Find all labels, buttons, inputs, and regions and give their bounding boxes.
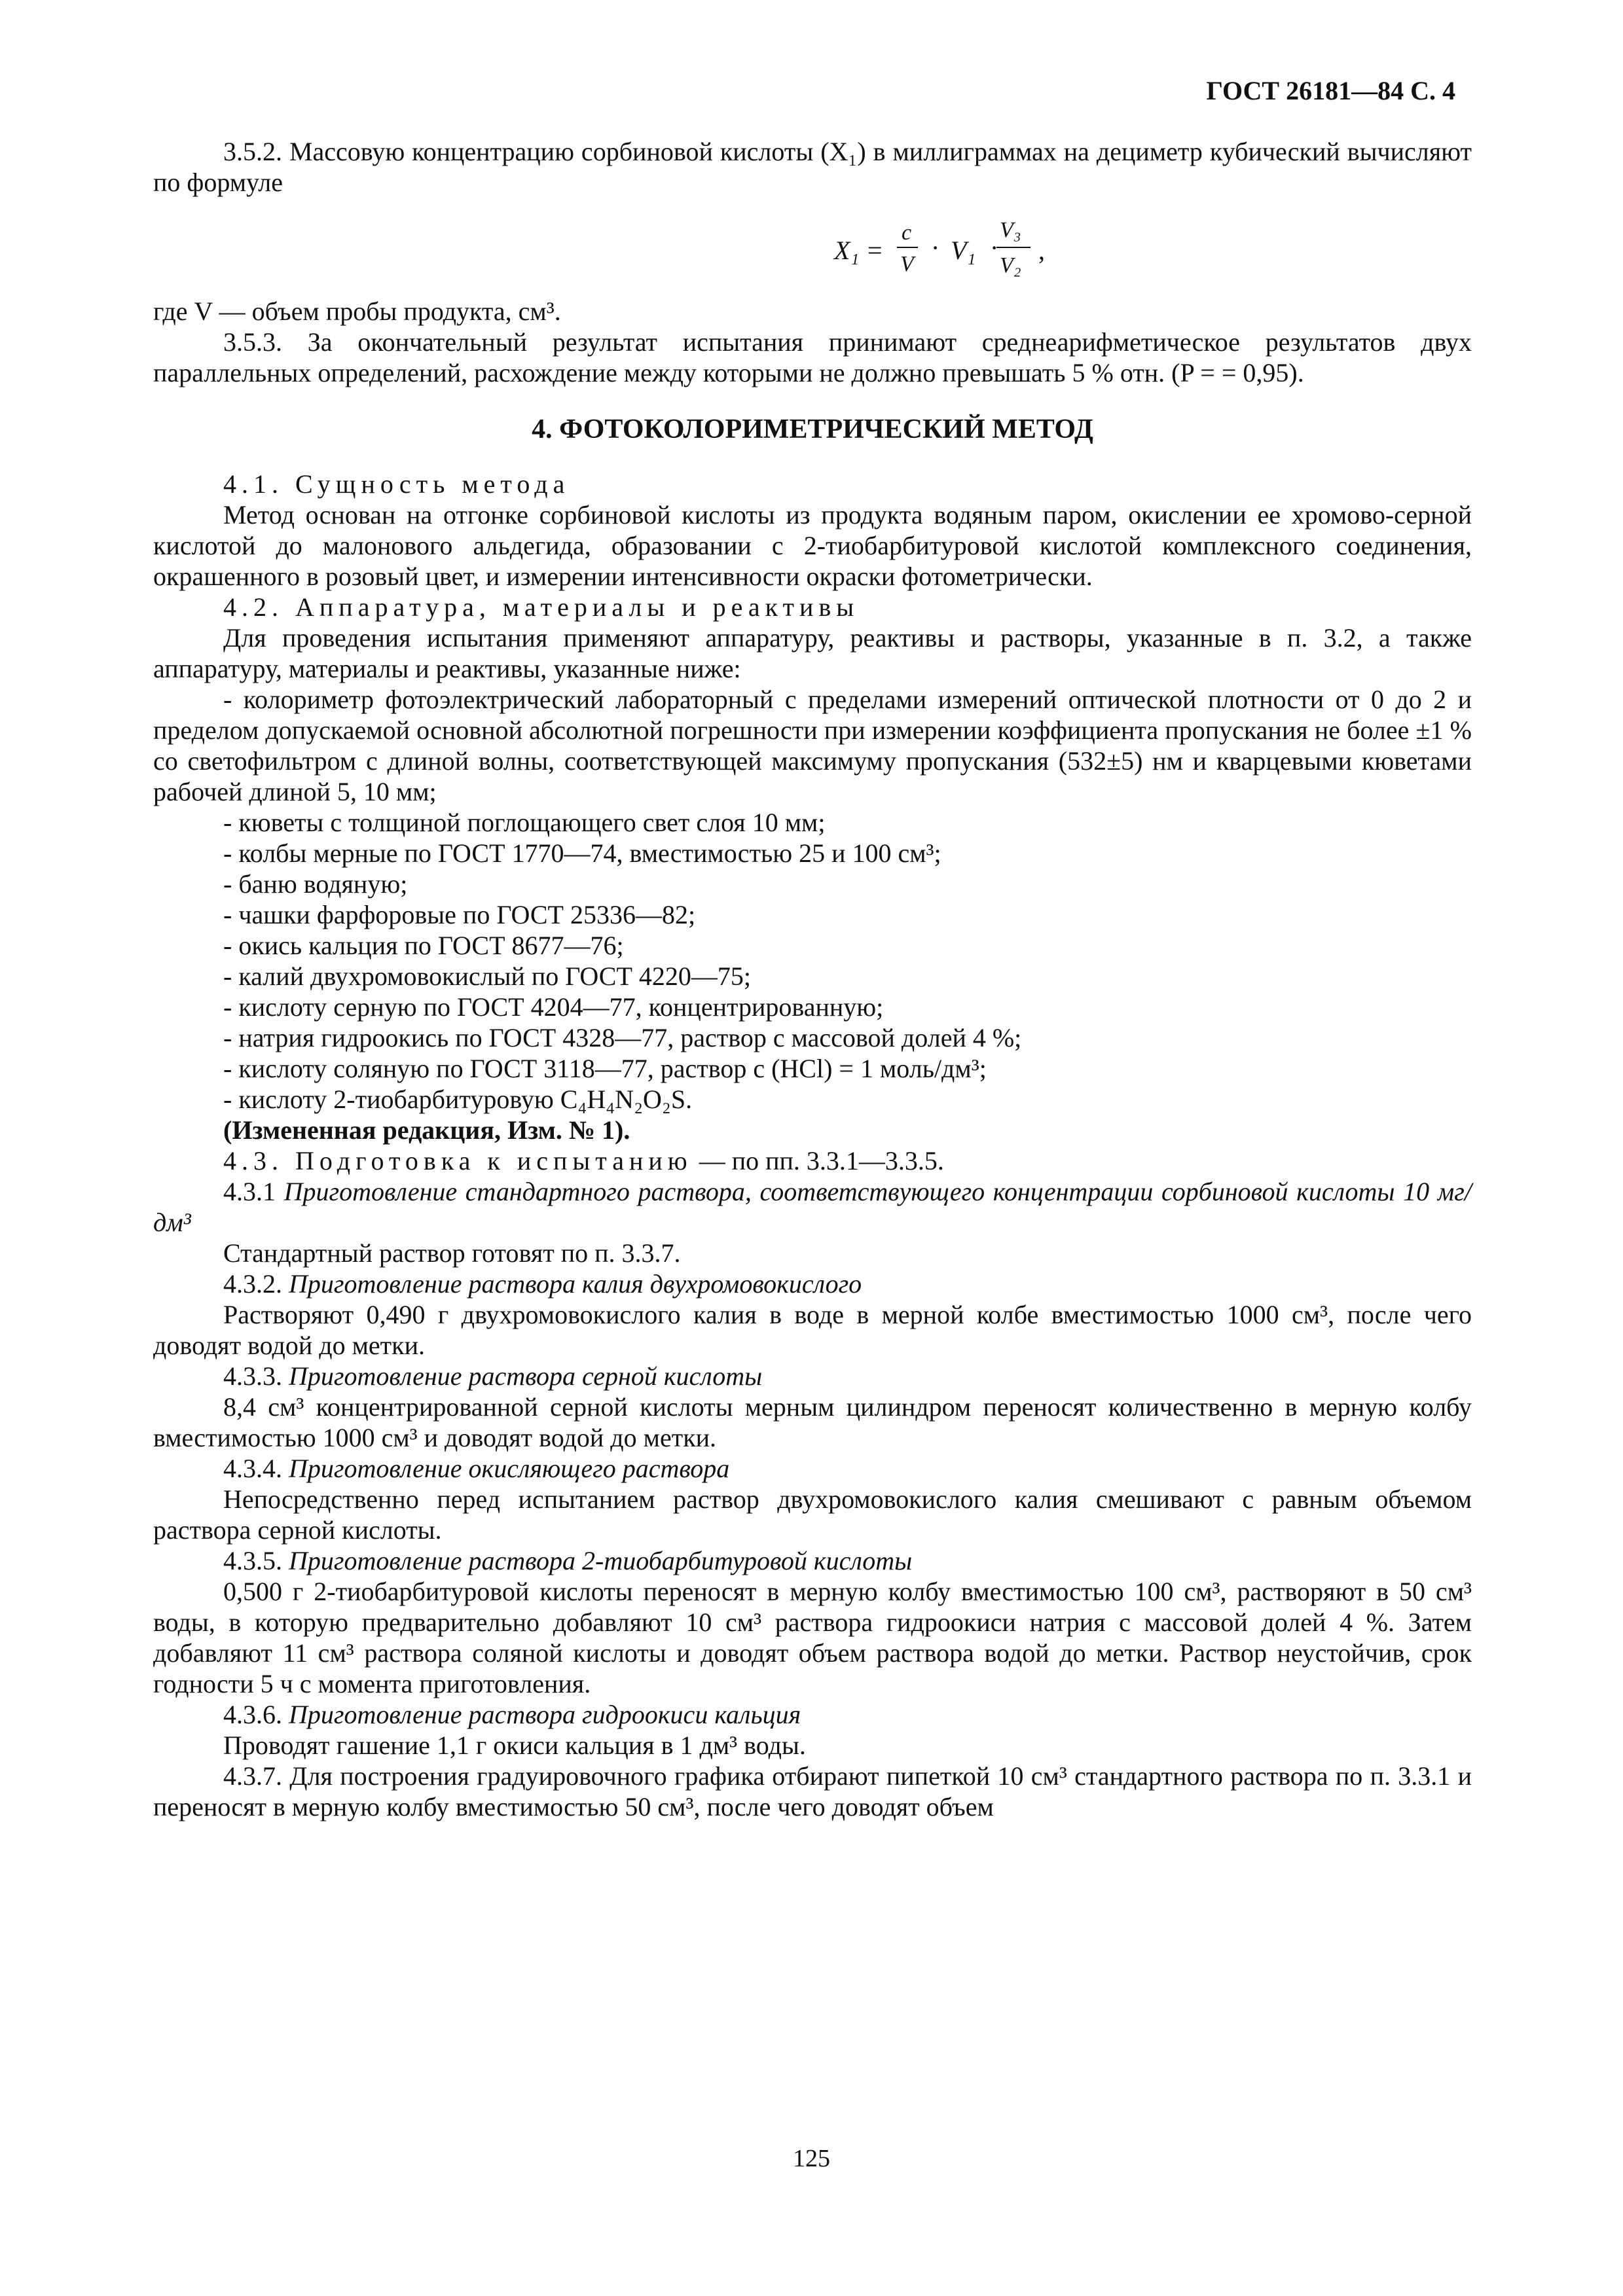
list-item: - чашки фарфоровые по ГОСТ 25336—82; [223,900,696,929]
heading-4-1: 4.1. Сущность метода [223,469,570,499]
amendment-note: (Измененная редакция, Изм. № 1). [223,1115,630,1145]
section-number: 4.3.2. [223,1269,289,1299]
formula-V1: V₁ [951,236,976,265]
list-item: - баню водяную; [223,869,408,899]
page-header: ГОСТ 26181—84 С. 4 [1206,76,1455,105]
section-number: 4.3.3. [223,1361,289,1391]
section-number: 4.3.4. [223,1454,289,1483]
heading-4-3 [153,1145,1472,1176]
list-item: - калий двухромовокислый по ГОСТ 4220—75; [223,961,752,991]
page-number: 125 [793,2145,830,2172]
subsection-title: Приготовление раствора калия двухромовокислого [289,1269,862,1299]
list-item: - кислоту 2-тиобарбитуровую C₄H₄N₂O₂S. [223,1085,693,1114]
paragraph-4-2: Для проведения испытания применяют аппаратуру, реактивы и растворы, указанные в п. 3.2, а также аппаратуру, материалы и реактивы, указанные ниже: [153,623,1472,683]
main-text-column [153,136,1472,1822]
formula-comma: , [1038,236,1045,265]
section-number: 4.3.6. [223,1700,289,1729]
paragraph-4-3-7: 4.3.7. Для построения градуировочного графика отбирают пипеткой 10 см³ стандартного раствора по п. 3.3.1 и переносят в мерную колбу вместимостью 50 см³, после чего доводят объем [153,1761,1472,1821]
formula-V: V [900,252,914,276]
paragraph-4-3-5: 0,500 г 2-тиобарбитуровой кислоты переносят в мерную колбу вместимостью 100 см³, растворяют в 50 см³ воды, в которую предварительно добавляют 10 см³ раствора гидроокиси натрия с массовой долей 4 %. Затем добавляют 11 см³ раствора соляной кислоты и доводят объем раствора водой до метки. Раствор неустойчив, срок годности 5 ч с момента приготовления. [153,1577,1472,1698]
paragraph-3-5-3: 3.5.3. За окончательный результат испытания принимают среднеарифметическое результатов двух параллельных определений, расхождение между которыми не должно превышать 5 % отн. (P = = 0,95). [153,327,1472,387]
heading-4-2: 4.2. Аппаратура, материалы и реактивы [223,592,860,622]
section-number: 4.3.5. [223,1546,289,1575]
paragraph-4-1: Метод основан на отгонке сорбиновой кислоты из продукта водяным паром, окислении ее хромово-серной кислотой до малонового альдегида, образовании с 2-тиобарбитуровой кислотой комплексного соединения, окрашенного в розовый цвет, и измерении интенсивности окраски фотометрически. [153,500,1472,591]
list-item: - кюветы с толщиной поглощающего свет слоя 10 мм; [223,808,826,837]
subsection-title: Приготовление окисляющего раствора [289,1454,730,1483]
paragraph-4-3-4: Непосредственно перед испытанием раствор двухромовокислого калия смешивают с равным объемом раствора серной кислоты. [153,1484,1472,1545]
formula-lhs: X₁ = [834,236,884,265]
list-item: - кислоту соляную по ГОСТ 3118—77, раствор c (HCl) = 1 моль/дм³; [223,1054,987,1083]
paragraph-4-3-3: 8,4 см³ концентрированной серной кислоты мерным цилиндром переносят количественно в мерную колбу вместимостью 1000 см³ и доводят водой до метки. [153,1392,1472,1452]
heading-4-3-3 [153,1361,1472,1391]
heading-4-3-title: 4.3. Подготовка к испытанию [223,1146,693,1175]
subsection-title: Приготовление раствора гидроокиси кальция [289,1700,801,1729]
list-item: - кислоту серную по ГОСТ 4204—77, концентрированную; [223,992,884,1022]
paragraph-4-3-2: Растворяют 0,490 г двухромовокислого калия в воде в мерной колбе вместимостью 1000 см³, после чего доводят водой до метки. [153,1300,1472,1360]
subsection-title: Приготовление раствора 2-тиобарбитуровой кислоты [289,1546,913,1575]
formula-c: c [902,221,912,245]
formula-V3: V₃ [1000,218,1021,242]
paragraph-4-3-1: Стандартный раствор готовят по п. 3.3.7. [223,1238,681,1268]
formula-legend: где V — объем пробы продукта, см³. [153,296,561,326]
heading-4-3-2 [153,1268,1472,1299]
paragraph-4-3-6: Проводят гашение 1,1 г окиси кальция в 1 дм³ воды. [223,1731,806,1760]
list-item: - окись кальция по ГОСТ 8677—76; [223,931,624,960]
heading-4-3-6 [153,1699,1472,1730]
list-item: - колориметр фотоэлектрический лабораторный с пределами измерений оптической плотности от 0 до 2 и пределом допускаемой основной абсолютной погрешности при измерении коэффициента пропускания не более ±1 % со светофильтром с длиной волны, соответствующей максимуму пропускания (532±5) нм и кварцевыми кюветами рабочей длиной 5, 10 мм; [153,685,1472,806]
subsection-title: Приготовление стандартного раствора, соответствующего концентрации сорбиновой кислоты 10 мг/дм³ [153,1177,1472,1237]
heading-4-3-1 [153,1176,1472,1238]
formula-V2: V₂ [1000,253,1021,278]
section-title: 4. ФОТОКОЛОРИМЕТРИЧЕСКИЙ МЕТОД [532,414,1093,444]
section-number: 4.3.1 [223,1177,284,1206]
heading-4-3-ref: — по пп. 3.3.1—3.3.5. [692,1146,944,1175]
formula-dot-2: · [990,233,999,262]
heading-4-3-5 [153,1545,1472,1576]
list-item: - натрия гидроокись по ГОСТ 4328—77, раствор с массовой долей 4 %; [223,1023,1022,1052]
subsection-title: Приготовление раствора серной кислоты [289,1361,763,1391]
heading-4-3-4 [153,1453,1472,1484]
formula-x1 [153,198,1472,296]
paragraph-3-5-2: 3.5.2. Массовую концентрацию сорбиновой кислоты (X₁) в миллиграммах на дециметр кубический вычисляют по формуле [153,137,1472,197]
list-item: - колбы мерные по ГОСТ 1770—74, вместимостью 25 и 100 см³; [223,838,941,868]
formula-dot-1: · [931,233,940,262]
